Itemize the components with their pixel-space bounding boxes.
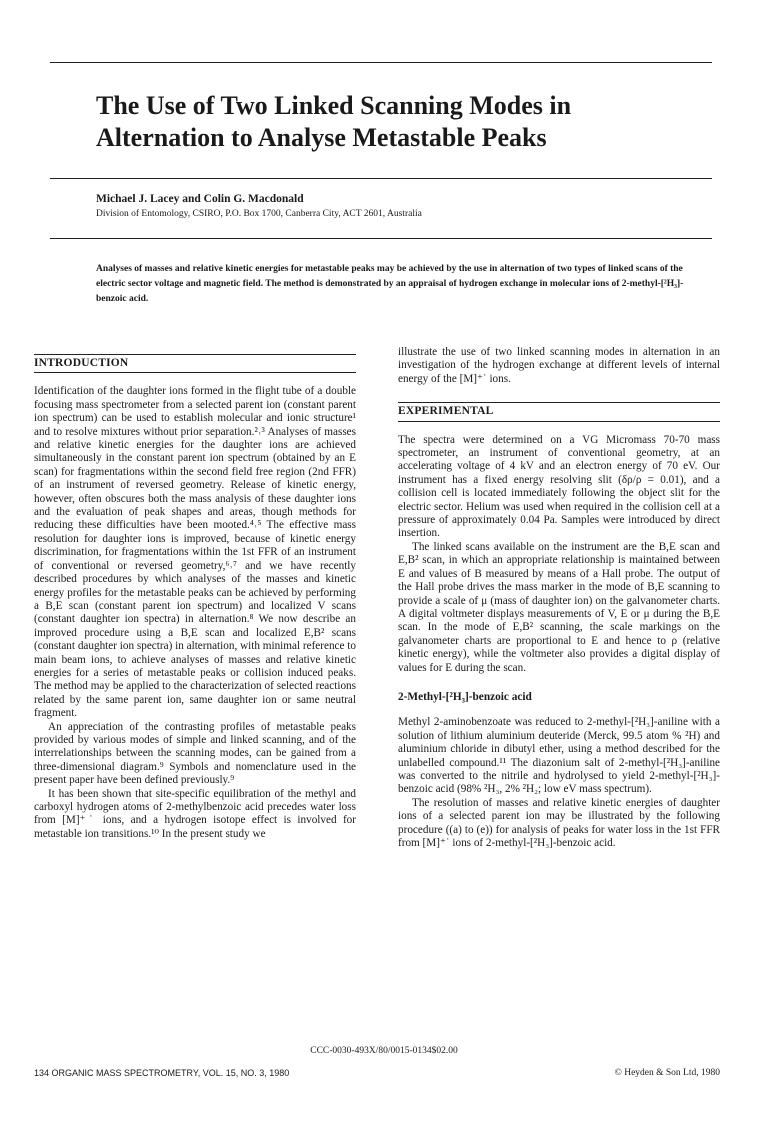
author-rule: [50, 238, 712, 239]
subsection-heading: 2-Methyl-[²H₃]-benzoic acid: [398, 690, 532, 703]
intro-paragraph-1: Identification of the daughter ions formed in the flight tube of a double focusing mass spectrometer from a selected parent ion (constant parent ion spectrum) can be used to establish molecular and ionic structure¹ and to resolve mixtures without prior separation.²˒³ Analyses of masses and relative kinetic energies for the daughter ions are achieved simultaneously in the constant parent ion spectrum (obtained by an E scan) for fragmentations within the second field free region (2nd FFR) of an instrument of reversed geometry. Release of kinetic energy, however, often obscures both the mass analysis of these daughter ions and the evaluation of peak shapes and areas, though methods for reducing these difficulties have been mooted.⁴˒⁵ The effective mass resolution for daughter ions is improved, because of kinetic energy discrimination, for fragmentations within the 1st FFR of an instrument of conventional or reversed geometry,⁶˒⁷ and we have recently described procedures by which analyses of the masses and kinetic energy profiles for the metastable peaks can be achieved by performing a B,E scan (constant parent ion spectrum) and localized V scans (constant daughter ion spectra) in alternation.⁸ We now describe an improved procedure using a B,E scan and localized E,B² scans (constant daughter ion spectra) in alternation, with minimal reference to main beam ions, to achieve analyses of masses and relative kinetic energies for a series of metastable peaks or collision induced peaks. The method may be applied to the characterization of selected reactions related by the same parent ion, same daughter ion or same neutral fragment.: [34, 385, 356, 720]
affiliation: Division of Entomology, CSIRO, P.O. Box 1700, Canberra City, ACT 2601, Australia: [96, 209, 422, 219]
article-code: CCC-0030-493X/80/0015-0134$02.00: [310, 1046, 458, 1056]
section-heading-experimental: EXPERIMENTAL: [398, 402, 720, 421]
experimental-paragraph-1: The spectra were determined on a VG Micromass 70-70 mass spectrometer, an instrument of conventional geometry, at an accelerating voltage of 4 kV and an electron energy of 70 eV. Our instrument has a fixed energy resolving slit (δρ/ρ = 0.01), and a collision cell is located immediately following the object slit for the electric sector. Helium was used when required in the collision cell at a pressure of approximately 0.04 Pa. Samples were introduced by direct insertion.: [398, 433, 720, 540]
copyright-footer: © Heyden & Son Ltd, 1980: [614, 1068, 720, 1078]
section-heading-introduction: INTRODUCTION: [34, 354, 356, 373]
authors: Michael J. Lacey and Colin G. Macdonald: [96, 193, 304, 205]
abstract: Analyses of masses and relative kinetic energies for metastable peaks may be achieved by the use in alternation of two types of linked scans of the electric sector voltage and magnetic field. The method is demonstrated by an appraisal of hydrogen exchange in molecular ions of 2-methyl-[²H₃]-benzoic acid.: [96, 264, 684, 304]
intro-continuation: illustrate the use of two linked scanning modes in alternation in an investigation of the hydrogen exchange at different levels of internal energy of the [M]⁺˙ ions.: [398, 346, 720, 385]
left-column: [34, 346, 356, 841]
top-rule: [50, 62, 712, 63]
right-column: [398, 346, 720, 850]
intro-paragraph-2: An appreciation of the contrasting profiles of metastable peaks provided by various modes of simple and linked scanning, and of the interrelationships between the scanning modes, can be gained from a three-dimensional diagram.⁹ Symbols and nomenclature used in the present paper have been defined previously.⁹: [34, 720, 356, 787]
experimental-paragraph-2: The linked scans available on the instrument are the B,E scan and E,B² scan, in which an appropriate relationship is maintained between E and values of B measured by means of a Hall probe. The output of the Hall probe drives the mass marker in the mode of B,E scanning to provide a scale of μ (mass of daughter ion) on the galvanometer charts. A digital voltmeter displays measurements of V, E or μ during the B,E scan. In the mode of E,B² scanning, the scale markings on the galvanometer charts are proportional to E and hence to ρ (relative kinetic energy), while the voltmeter also provides a digital display of values for E during the scan.: [398, 540, 720, 674]
journal-footer: 134 ORGANIC MASS SPECTROMETRY, VOL. 15, NO. 3, 1980: [34, 1068, 290, 1078]
synthesis-paragraph: Methyl 2-aminobenzoate was reduced to 2-methyl-[²H₃]-aniline with a solution of lithium aluminium deuteride (Merck, 99.5 atom % ²H) and aluminium chloride in dibutyl ether, using a method described for the unlabelled compound.¹¹ The diazonium salt of 2-methyl-[²H₃]-aniline was converted to the nitrile and hydrolysed to yield 2-methyl-[²H₃]-benzoic acid (98% ²H₃, 2% ²H₂; low eV mass spectrum).: [398, 716, 720, 796]
title-rule: [50, 178, 712, 179]
intro-paragraph-3: It has been shown that site-specific equilibration of the methyl and carboxyl hydrogen atoms of 2-methylbenzoic acid precedes water loss from [M]⁺˙ ions, and a hydrogen isotope effect is involved for metastable ion transitions.¹⁰ In the present study we: [34, 787, 356, 840]
procedure-paragraph: The resolution of masses and relative kinetic energies of daughter ions of a selected parent ion may be illustrated by the following procedure ((a) to (e)) for analysis of peaks for water loss in the 1st FFR from [M]⁺˙ ions of 2-methyl-[²H₃]-benzoic acid.: [398, 796, 720, 849]
paper-title: The Use of Two Linked Scanning Modes in Alternation to Analyse Metastable Peaks: [96, 91, 572, 152]
